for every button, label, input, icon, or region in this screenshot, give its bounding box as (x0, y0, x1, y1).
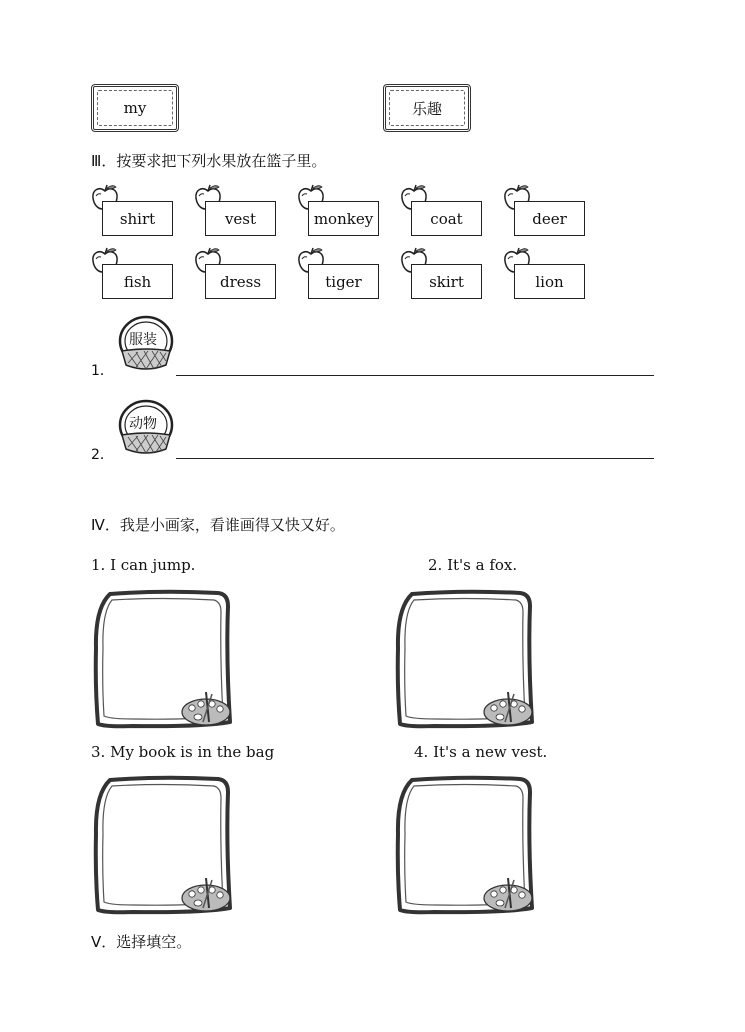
basket-1-label: 服装 (129, 332, 157, 348)
word-card-label: tiger (308, 264, 379, 299)
word-card-label: skirt (411, 264, 482, 299)
answer-line-1[interactable] (176, 375, 654, 376)
drawing-frame-2[interactable] (394, 588, 534, 730)
basket-icon (116, 313, 176, 377)
word-card[interactable] (296, 184, 396, 238)
word-card-label: vest (205, 201, 276, 236)
section5-heading: Ⅴ．选择填空。 (91, 933, 192, 951)
word-card-label: shirt (102, 201, 173, 236)
basket-2-label: 动物 (129, 416, 157, 432)
section3-heading: Ⅲ．按要求把下列水果放在篮子里。 (91, 152, 327, 170)
word-card-label: deer (514, 201, 585, 236)
word-card[interactable] (399, 184, 499, 238)
word-card[interactable] (193, 184, 293, 238)
drawing-frame-4[interactable] (394, 774, 534, 916)
word-card-label: monkey (308, 201, 379, 236)
basket-1-number: 1． (91, 363, 114, 379)
drawing-prompt-3: 3. My book is in the bag (91, 743, 275, 761)
word-card[interactable] (399, 247, 499, 301)
word-card[interactable] (296, 247, 396, 301)
drawing-prompt-2: 2. It's a fox. (428, 556, 518, 574)
answer-line-2[interactable] (176, 458, 654, 459)
word-card-label: coat (411, 201, 482, 236)
word-card[interactable] (502, 184, 602, 238)
drawing-prompt-1: 1. I can jump. (91, 556, 196, 574)
word-card[interactable] (90, 247, 190, 301)
basket-icon (116, 397, 176, 461)
drawing-frame-1[interactable] (92, 588, 232, 730)
word-card[interactable] (502, 247, 602, 301)
word-card[interactable] (90, 184, 190, 238)
drawing-prompt-4: 4. It's a new vest. (414, 743, 548, 761)
section4-heading: Ⅳ．我是小画家，看谁画得又快又好。 (91, 516, 345, 534)
drawing-frame-3[interactable] (92, 774, 232, 916)
word-card-label: lion (514, 264, 585, 299)
top-box-left-text: my (123, 99, 147, 117)
top-box-right (383, 84, 471, 132)
word-card[interactable] (193, 247, 293, 301)
word-card-label: dress (205, 264, 276, 299)
basket-2-number: 2． (91, 447, 114, 463)
top-box-left (91, 84, 179, 132)
top-box-right-text: 乐趣 (411, 99, 442, 118)
word-card-label: fish (102, 264, 173, 299)
